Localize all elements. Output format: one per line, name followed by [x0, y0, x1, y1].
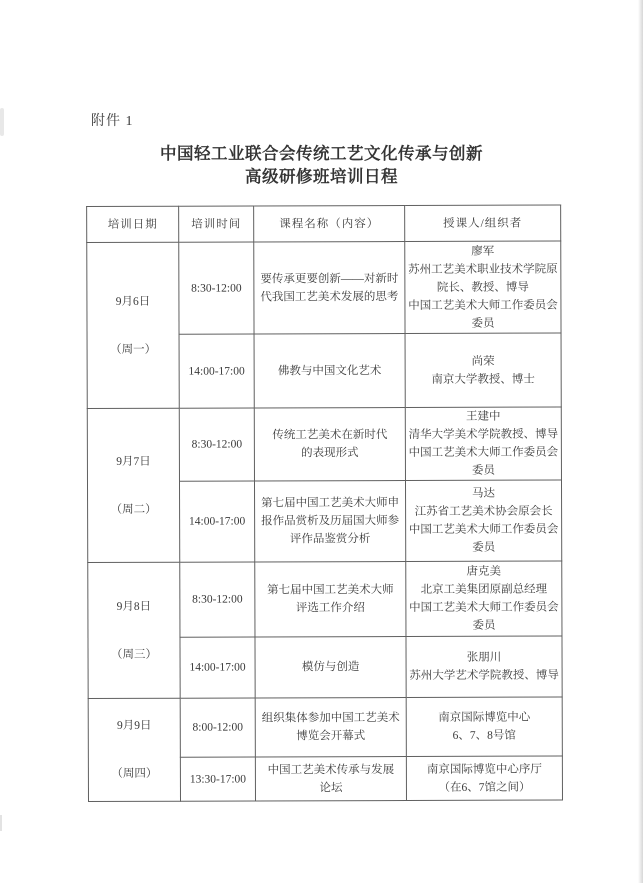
presenter-cell: 南京国际博览中心 6、7、8号馆 — [406, 697, 562, 757]
weekday-text: （周二） — [110, 503, 157, 516]
title-line-1: 中国轻工业联合会传统工艺文化传承与创新 — [160, 144, 483, 163]
course-cell: 组织集体参加中国工艺美术 博览会开幕式 — [255, 697, 406, 757]
time-cell: 14:00-17:00 — [179, 334, 254, 408]
presenter-cell: 廖军 苏州工艺美术职业技术学院原 院长、教授、博导 中国工艺美术大师工作委员会 委员 — [405, 241, 561, 333]
course-cell: 第七届中国工艺美术大师 评选工作介绍 — [255, 562, 406, 637]
table-row-sep7-am — [87, 407, 561, 481]
time-cell: 14:00-17:00 — [180, 637, 255, 698]
date-cell-sep8 — [88, 562, 180, 698]
document-title — [0, 142, 643, 188]
date-text: 9月8日 — [116, 600, 152, 613]
date-text: 9月9日 — [116, 719, 152, 732]
course-cell: 要传承更要创新——对新时 代我国工艺美术发展的思考 — [254, 242, 405, 334]
header-presenter: 授课人/组织者 — [405, 205, 561, 241]
presenter-cell: 马达 江苏省工艺美术协会原会长 中国工艺美术大师工作委员会 委员 — [405, 480, 561, 561]
time-cell: 8:30-12:00 — [180, 562, 255, 637]
weekday-text: （周三） — [111, 648, 158, 661]
presenter-cell: 王建中 清华大学美术学院教授、博导 中国工艺美术大师工作委员会 委员 — [405, 407, 561, 480]
table-row-sep9-am — [88, 697, 562, 758]
time-cell: 8:30-12:00 — [179, 408, 254, 481]
date-cell-sep9 — [88, 698, 180, 801]
time-cell: 13:30-17:00 — [180, 757, 255, 801]
table-row-sep6-am — [87, 241, 561, 334]
page-edge-shadow — [638, 0, 643, 883]
presenter-cell: 张朋川 苏州大学艺术学院教授、博导 — [406, 636, 562, 697]
course-cell: 中国工艺美术传承与发展 论坛 — [255, 757, 406, 801]
presenter-cell: 尚荣 南京大学教授、博士 — [405, 333, 561, 407]
time-cell: 14:00-17:00 — [179, 481, 254, 562]
header-course-name: 课程名称（内容） — [254, 206, 405, 242]
course-cell: 传统工艺美术在新时代 的表现形式 — [254, 408, 405, 481]
date-text: 9月6日 — [115, 295, 151, 308]
course-cell: 佛教与中国文化艺术 — [254, 334, 405, 408]
header-training-time: 培训时间 — [179, 206, 254, 242]
presenter-cell: 南京国际博览中心序厅 （在6、7馆之间） — [406, 756, 562, 800]
time-cell: 8:00-12:00 — [180, 698, 255, 757]
table-row-sep8-am — [88, 561, 562, 637]
date-cell-sep6 — [87, 242, 180, 408]
course-cell: 第七届中国工艺美术大师申 报作品赏析及历届国大师参 评作品鉴赏分析 — [254, 481, 405, 562]
table-header-row — [87, 205, 561, 242]
header-training-date: 培训日期 — [87, 206, 179, 242]
title-line-2: 高级研修班培训日程 — [245, 167, 398, 186]
date-cell-sep7 — [87, 408, 179, 562]
attachment-label: 附件 1 — [91, 114, 134, 129]
date-text: 9月7日 — [116, 455, 151, 468]
presenter-cell: 唐克美 北京工美集团原副总经理 中国工艺美术大师工作委员会 委员 — [406, 561, 562, 636]
weekday-text: （周四） — [111, 767, 158, 780]
weekday-text: （周一） — [110, 343, 157, 356]
scan-artifact — [0, 815, 2, 831]
time-cell: 8:30-12:00 — [179, 242, 254, 334]
scan-artifact — [0, 108, 4, 136]
training-schedule-table — [86, 205, 563, 802]
course-cell: 模仿与创造 — [255, 637, 406, 698]
